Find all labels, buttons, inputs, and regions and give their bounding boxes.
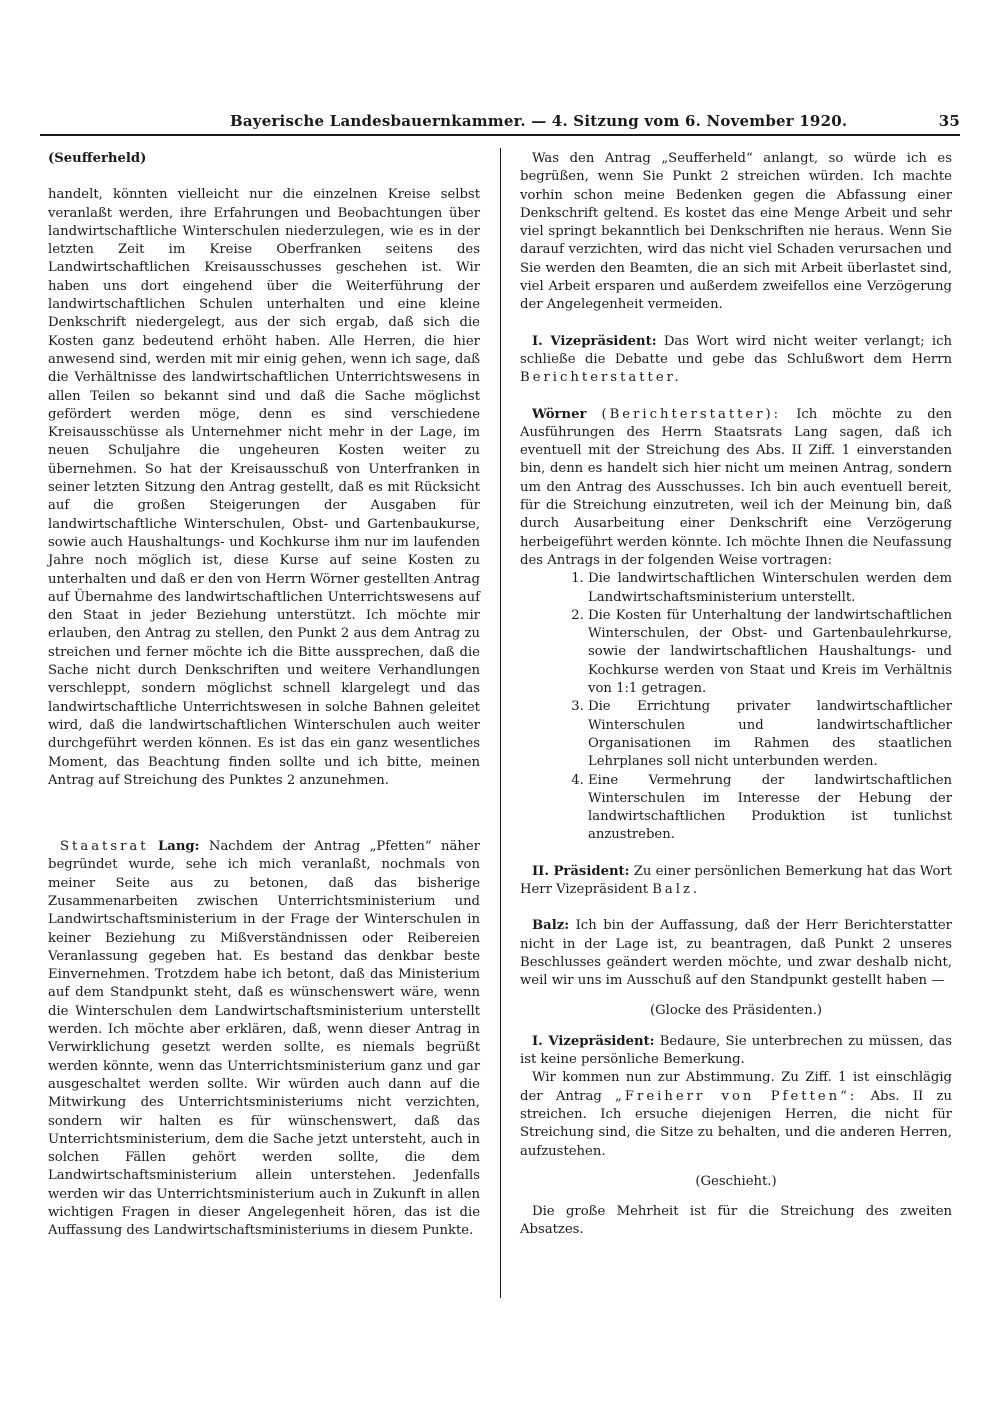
speaker-name: Balz: xyxy=(532,918,570,934)
spacer xyxy=(48,790,480,838)
right-column xyxy=(520,150,952,1240)
paragraph-seufferheld: handelt, könnten vielleicht nur die einzelnen Kreise selbst veranlaßt werden, ihre Erfahrungen und Beobachtungen über landwirtschaftliche Winterschulen niederzulegen, wie es in der letzten Zeit im Kreise Oberfranken seitens des Landwirtschaftlichen Kreisausschusses geschehen ist. Wir haben uns dort eingehend über die Weiterführung der landwirtschaftlichen Schulen unterhalten und eine kleine Denkschrift niedergelegt, aus der sich ergab, daß sich die Kosten ganz bedeutend erhöht haben. Alle Herren, die hier anwesend sind, werden mit mir einig gehen, wenn ich sage, daß die Verhältnisse des landwirtschaftlichen Unterrichtswesens in allen Teilen so bekannt sind und daß die Sache möglichst gefördert werden möge, denn es sind verschiedene Kreisausschüsse als Unternehmer nicht mehr in der Lage, im neuen Schuljahre die ungeheuren Kosten weiter zu übernehmen. So hat der Kreisausschuß von Unterfranken in seiner letzten Sitzung den Antrag gestellt, daß es mit Rücksicht auf die großen Steigerungen der Ausgaben für landwirtschaftliche Winterschulen, Obst- und Gartenbaukurse, sowie auch Haushaltungs- und Kochkurse ihm nur im laufenden Jahre noch möglich ist, diese Kurse auf seine Kosten zu unterhalten und daß er den von Herrn Wörner gestellten Antrag auf Übernahme des landwirtschaftlichen Unterrichtswesens auf den Staat in jeder Beziehung unterstützt. Ich möchte mir erlauben, den Antrag zu stellen, den Punkt 2 aus dem Antrag zu streichen und ferner möchte ich die Bitte aussprechen, daß die Sache nicht durch Denkschriften und weitere Verhandlungen verschleppt, sondern möglichst schnell klargelegt und das landwirtschaftliche Unterrichtswesen in solche Bahnen geleitet wird, daß die landwirtschaftlichen Winterschulen auch weiter durchgeführt werden können. Es ist das ein ganz wesentliches Moment, das Beachtung finden sollte und ich bitte, meinen Antrag auf Streichung des Punktes 2 anzunehmen. xyxy=(48,187,480,788)
spacer xyxy=(520,845,952,863)
page-number: 35 xyxy=(938,112,960,130)
speaker-name: I. Vizepräsident: xyxy=(532,333,657,349)
paragraph-text: Wir kommen nun zur Abstimmung. Zu Ziff. 1 ist einschlägig der Antrag xyxy=(520,1070,952,1104)
list-item: 4. Eine Vermehrung der landwirtschaftlichen Winterschulen im Interesse der Hebung der landwirtschaftlichen Produktion ist tunlichst anzustreben. xyxy=(588,772,952,845)
speaker-name: Wörner xyxy=(532,406,587,422)
motion-list xyxy=(520,570,952,844)
paragraph-balz xyxy=(520,917,952,990)
paragraph-vizepraesident xyxy=(520,333,952,388)
speaker-name: I. Vizepräsident: xyxy=(532,1033,655,1049)
paragraph-text: Nachdem der Antrag „Pfetten“ näher begründet wurde, sehe ich mich veranlaßt, nochmals von meiner Seite aus zu betonen, daß das bisherige Zusammenarbeiten zwischen Unterrichtsministerium und Landwirtschaftsministerium in der Frage der Winterschulen in keiner Beziehung zu Mißverständnissen oder Reibereien Veranlassung gegeben hat. Es bestand das denkbar beste Einvernehmen. Trotzdem habe ich betont, daß das Ministerium auf dem Standpunkt steht, daß es wünschenswert wäre, wenn die Winterschulen dem Landwirtschaftsministerium unterstellt werden. Ich möchte aber erklären, daß, wenn dieser Antrag in Verwirklichung gesetzt werden sollte, es niemals begrüßt werden könnte, wenn das Unterrichtsministerium ganz und gar ausgeschaltet werden sollte. Wir würden auch dann auf die Mitwirkung des Unterrichtsministeriums nicht verzichten, sondern wir halten es für wünschenswert, daß das Unterrichtsministerium, dem die Sache jetzt untersteht, auch in solchen Fällen gehört werden sollte, die dem Landwirtschaftsministerium allein unterstehen. Jedenfalls werden wir das Unterrichtsministerium auch in Zukunft in allen wichtigen Fragen in dieser Angelegenheit hören, das ist die Auffassung des Landwirtschaftsministeriums in diesem Punkte. xyxy=(48,839,480,1239)
column-divider xyxy=(500,148,501,1298)
speaker-name: Lang: xyxy=(158,839,200,855)
paragraph-text: Abs. II zu streichen. Ich ersuche diejenigen Herren, die nicht für Streichung sind, die Sitze zu behalten, und die anderen Herren, aufzustehen. xyxy=(520,1088,952,1159)
paragraph-vote xyxy=(520,1069,952,1160)
spacer xyxy=(520,899,952,917)
paragraph-praesident xyxy=(520,863,952,900)
speaker-title: Staatsrat xyxy=(60,839,149,855)
spaced-term: Balz. xyxy=(652,881,701,897)
paragraph-text: Das Wort wird nicht weiter verlangt; ich schließe die Debatte und gebe das Schlußwort dem Herrn xyxy=(520,333,953,367)
paragraph-text: Zu einer persönlichen Bemerkung hat das Wort Herr Vizepräsident xyxy=(520,863,952,897)
paragraph-text: Ich bin der Auffassung, daß der Herr Berichterstatter nicht in der Lage ist, zu beantragen, daß Punkt 2 unseres Beschlusses geändert werden möchte, und zwar deshalb nicht, weil wir uns im Ausschuß auf den Standpunkt gestellt haben — xyxy=(520,918,952,989)
paragraph-text: Ich möchte zu den Ausführungen des Herrn Staatsrats Lang sagen, daß ich eventuell mit der Streichung des Abs. II Ziff. 1 einverstanden bin, denn es handelt sich hier nicht um meinen Antrag, sondern um den Antrag des Ausschusses. Ich bin auch eventuell bereit, für die Streichung einzutreten, weil ich der Meinung bin, daß durch Ausarbeitung einer Denkschrift eine Verzögerung herbeigeführt werden könnte. Ich möchte Ihnen die Neufassung des Antrags in der folgenden Weise vortragen: xyxy=(520,406,952,568)
stage-direction: (Glocke des Präsidenten.) xyxy=(649,1003,823,1019)
spacer xyxy=(520,388,952,406)
speaker-role: (Berichterstatter): xyxy=(601,406,782,422)
running-title: Bayerische Landesbauernkammer. — 4. Sitzung vom 6. November 1920. xyxy=(230,112,848,130)
speaker-name: II. Präsident: xyxy=(532,863,630,879)
speaker-heading: (Seufferheld) xyxy=(48,151,147,166)
spaced-term: Berichterstatter. xyxy=(520,370,682,386)
list-item: 1. Die landwirtschaftlichen Winterschulen werden dem Landwirtschaftsministerium unterstellt. xyxy=(588,570,952,607)
list-item: 2. Die Kosten für Unterhaltung der landwirtschaftlichen Winterschulen, der Obst- und Gartenbaulehrkurse, sowie der landwirtschaftlichen Haushaltungs- und Kochkurse werden von Staat und Kreis im Verhältnis von 1:1 getragen. xyxy=(588,607,952,698)
list-item: 3. Die Errichtung privater landwirtschaftlicher Winterschulen und landwirtschaftlicher Organisationen im Rahmen des staatlichen Lehrplanes soll nicht unterbunden werden. xyxy=(588,698,952,771)
stage-direction: (Geschieht.) xyxy=(695,1173,777,1189)
page-header xyxy=(40,112,960,136)
spaced-term: „Freiherr von Pfetten“: xyxy=(615,1088,858,1104)
left-column xyxy=(48,150,480,1241)
paragraph-lang xyxy=(48,838,480,1241)
paragraph-intro: Was den Antrag „Seufferheld“ anlangt, so würde ich es begrüßen, wenn Sie Punkt 2 streichen würden. Ich machte vorhin schon meine Bedenken gegen die Abfassung einer Denkschrift geltend. Es kostet das eine Menge Arbeit und sehr viel springt bekanntlich bei Denkschriften nie heraus. Wenn Sie darauf verzichten, wird das nicht viel Schaden verursachen und Sie werden den Beamten, die an sich mit Arbeit überlastet sind, viel Arbeit ersparen und außerdem zweifellos eine Verzögerung der Angelegenheit vermeiden. xyxy=(520,151,952,313)
paragraph-woerner xyxy=(520,406,952,571)
paragraph-text: Bedaure, Sie unterbrechen zu müssen, das ist keine persönliche Bemerkung. xyxy=(520,1033,952,1068)
paragraph-vizepraesident-2 xyxy=(520,1033,952,1070)
paragraph-result: Die große Mehrheit ist für die Streichung des zweiten Absatzes. xyxy=(520,1204,952,1238)
spacer xyxy=(520,315,952,333)
